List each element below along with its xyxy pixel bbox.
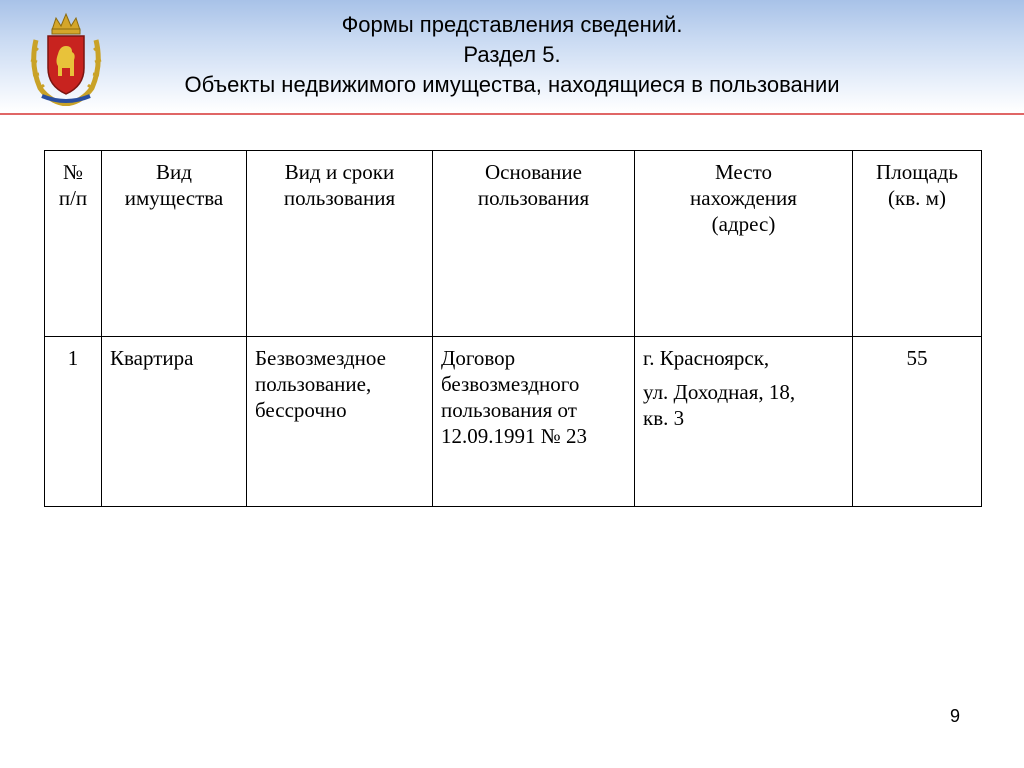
header-area: Площадь (кв. м) [853, 151, 982, 337]
header-num: № п/п [45, 151, 102, 337]
coat-of-arms-icon [28, 10, 104, 106]
table-header-row [45, 151, 982, 337]
cell-location: г. Красноярск, ул. Доходная, 18, кв. 3 [635, 337, 853, 507]
cell-usage-basis: Договор безвозмездного пользования от 12.09.1991 № 23 [433, 337, 635, 507]
page-number: 9 [949, 706, 960, 726]
title-line-2: Раздел 5. [463, 42, 561, 67]
title-line-1: Формы представления сведений. [341, 12, 683, 37]
cell-property-type: Квартира [102, 337, 247, 507]
header-location: Место нахождения (адрес) [635, 151, 853, 337]
cell-usage-terms: Безвозмездное пользование, бессрочно [247, 337, 433, 507]
title-line-3: Объекты недвижимого имущества, находящиеся в пользовании [184, 72, 840, 97]
property-table [44, 150, 982, 507]
header-usage-basis: Основание пользования [433, 151, 635, 337]
table-row [45, 337, 982, 507]
header-divider [0, 113, 1024, 115]
header-usage-terms: Вид и сроки пользования [247, 151, 433, 337]
cell-area: 55 [853, 337, 982, 507]
header-property-type: Вид имущества [102, 151, 247, 337]
cell-num: 1 [45, 337, 102, 507]
slide-title [110, 10, 914, 100]
